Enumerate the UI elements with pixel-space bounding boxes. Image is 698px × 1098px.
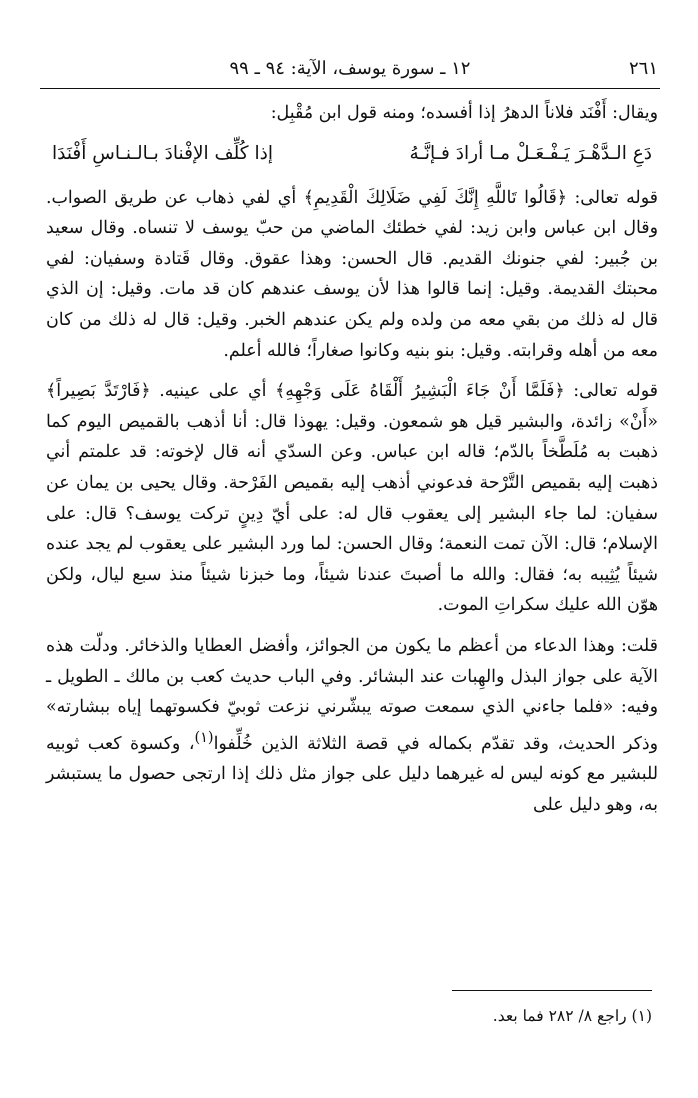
main-text (46, 98, 658, 820)
header-divider (40, 88, 660, 89)
paragraph-3-continuation: ، وكسوة كعب ثوبيه للبشير مع كونه ليس له غيرهما دليل على جواز مثل ذلك إذا ارتجى حصول ما يستبشر به، وهو دليل على (46, 733, 658, 815)
poem-verse (46, 137, 658, 171)
poem-hemistich-first: دَعِ الـدَّهْـرَ يَـفْـعَـلْ مـا أرادَ فـإنَّـهُ (409, 142, 652, 164)
footnote-reference: (١) (194, 729, 214, 746)
footnote-divider (452, 990, 652, 991)
poem-hemistich-second: إذا كُلِّف الإفْنادَ بـالـنـاسِ أَفْنَدَا (52, 142, 274, 164)
paragraph-3 (46, 631, 658, 820)
footnote: (١) راجع ٨/ ٢٨٢ فما بعد. (492, 1007, 652, 1025)
paragraph-1: قوله تعالى: ﴿قَالُوا تَاللَّهِ إِنَّكَ لَفِي ضَلَالِكَ الْقَدِيمِ﴾ أي لفي ذهاب عن طريق الصواب. وقال ابن عباس وابن زيد: لفي خطئك الماضي من حبّ يوسف لا تنساه. وقال سعيد بن جُبير: لفي جنونك القديم. قال الحسن: وهذا عقوق. وقال قَتادة وسفيان: لفي محبتك القديمة. وقيل: إنما قالوا هذا لأن يوسف عندهم كان قد مات. وقيل: إن الذي قال له ذلك من بقي معه من ولده ولم يكن عندهم الخبر. وقيل: قال له ذلك من كان معه من أهله وقرابته. وقيل: بنو بنيه وكانوا صغاراً؛ فالله أعلم. (46, 187, 658, 361)
paragraph-3-text: قلت: وهذا الدعاء من أعظم ما يكون من الجوائز، وأفضل العطايا والذخائر. ودلّت هذه الآية على جواز البذل والهِبات عند البشائر. وفي الباب حديث كعب بن مالك ـ الطويل ـ وفيه: «فلما جاءني الذي سمعت صوته يبشّرني نزعت ثوبيّ فكسوتهما إياه ببشارته» وذكر الحديث، وقد تقدّم بكماله في قصة الثلاثة الذين خُلِّفوا (46, 635, 659, 754)
surah-verse-info: ١٢ ـ سورة يوسف، الآية: ٩٤ ـ ٩٩ (229, 58, 471, 79)
paragraph-2: قوله تعالى: ﴿فَلَمَّا أَنْ جَاءَ الْبَشِيرُ أَلْقَاهُ عَلَى وَجْهِهِ﴾ أي على عينيه. ﴿فَارْتَدَّ بَصِيراً﴾ «أَنْ» زائدة، والبشير قيل هو شمعون. وقيل: يهوذا قال: أنا أذهب بالقميص اليوم كما ذهبت به مُلَطَّخاً بالدّم؛ قاله ابن عباس. وعن السدّي أنه قال لإخوته: قد علمتم أني ذهبت إليه بقميص التَّرْحة فدعوني أذهب إليه بقميص الفَرْحة. وقال يحيى بن يمان عن سفيان: لما جاء البشير إلى يعقوب قال له: على أيّ دِينٍ تركت يوسف؟ قال: على الإسلام؛ قال: الآن تمت النعمة؛ وقال الحسن: لما ورد البشير على يعقوب لم يجد عنده شيئاً يُثِيبه به؛ فقال: والله ما أصبتَ عندنا شيئاً، وما خبزنا شيئاً منذ سبع ليال، ولكن هوّن الله عليك سكراتِ الموت. (46, 381, 658, 616)
running-header (40, 58, 660, 86)
intro-line: ويقال: أَفْنَد فلاناً الدهرُ إذا أفسده؛ ومنه قول ابن مُقْبِل: (270, 103, 658, 123)
page-number: ٢٦١ (628, 58, 658, 79)
